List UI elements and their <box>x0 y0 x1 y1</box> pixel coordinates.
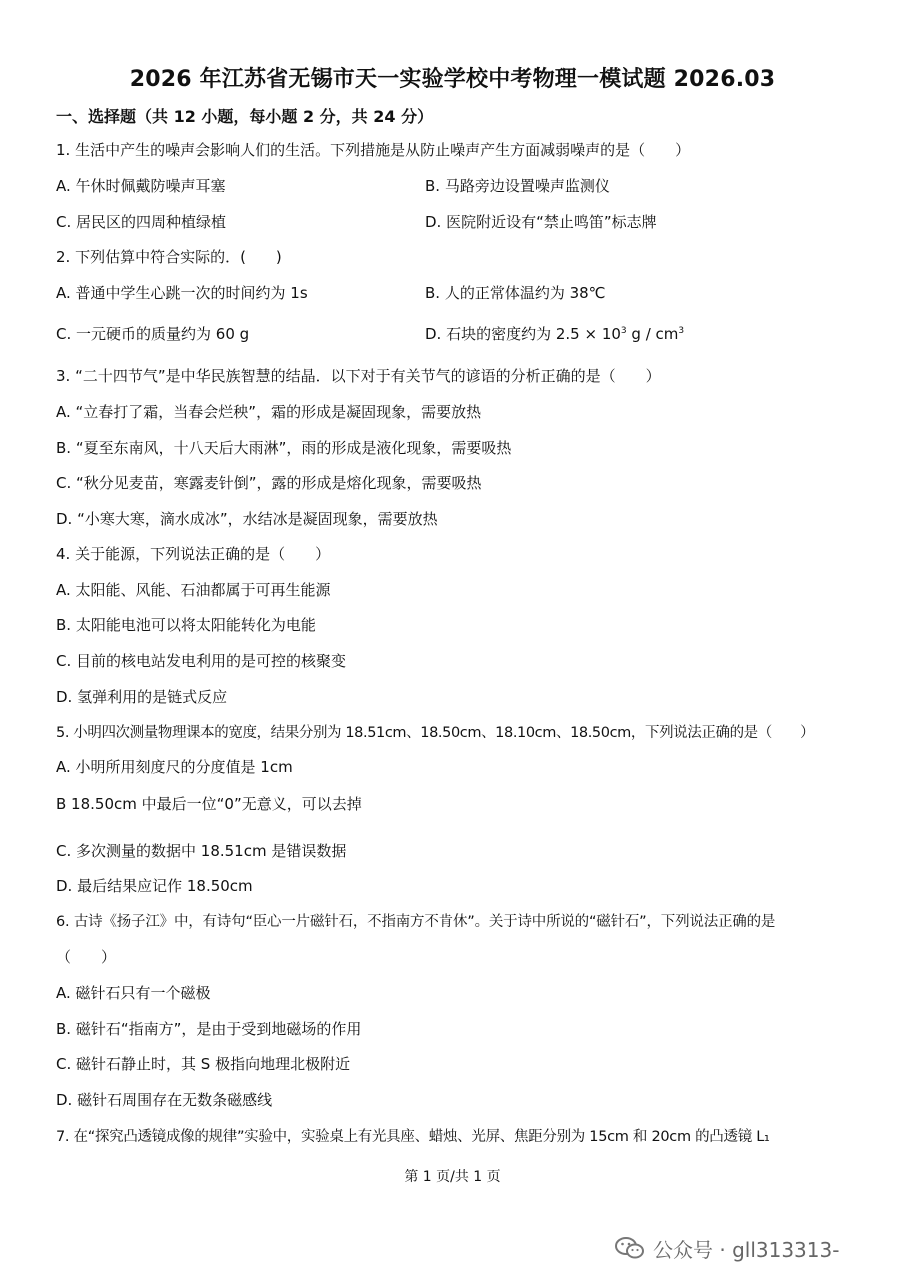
question-3-stem: 3. “二十四节气”是中华民族智慧的结晶．以下对于有关节气的谚语的分析正确的是（ ） <box>56 367 661 385</box>
exponent-unit: 3 <box>678 326 685 336</box>
question-4-option-d: D. 氢弹利用的是链式反应 <box>56 688 228 706</box>
question-5-stem: 5. 小明四次测量物理课本的宽度，结果分别为 18.51cm、18.50cm、18.10cm、18.50cm，下列说法正确的是（ ） <box>56 725 815 741</box>
watermark-text: 公众号 · gll313313- <box>653 1237 840 1262</box>
wechat-icon <box>615 1236 645 1260</box>
question-6-option-d: D. 磁针石周围存在无数条磁感线 <box>56 1091 273 1109</box>
question-6-stem-cont: （ ） <box>56 948 117 966</box>
question-3-option-c: C. “秋分见麦苗，寒露麦针倒”，露的形成是熔化现象，需要吸热 <box>56 474 482 492</box>
question-7-stem: 7. 在“探究凸透镜成像的规律”实验中，实验桌上有光具座、蜡烛、光屏、焦距分别为 15cm 和 20cm 的凸透镜 L₁ <box>56 1129 770 1145</box>
question-6-option-b: B. 磁针石“指南方”，是由于受到地磁场的作用 <box>56 1020 362 1038</box>
question-3-option-b: B. “夏至东南风，十八天后大雨淋”，雨的形成是液化现象，需要吸热 <box>56 439 512 457</box>
question-3-option-d: D. “小寒大寒，滴水成冰”，水结冰是凝固现象，需要放热 <box>56 510 438 528</box>
question-1-option-b: B. 马路旁边设置噪声监测仪 <box>425 177 610 195</box>
option-d-unit: g / cm <box>626 325 679 343</box>
page-title: 2026 年江苏省无锡市天一实验学校中考物理一模试题 2026.03 <box>129 67 776 92</box>
question-6-stem: 6. 古诗《扬子江》中，有诗句“臣心一片磁针石，不指南方不肯休”。关于诗中所说的“磁针石”，下列说法正确的是 <box>56 914 776 930</box>
question-5-option-c: C. 多次测量的数据中 18.51cm 是错误数据 <box>56 842 347 860</box>
question-5-option-b: B 18.50cm 中最后一位“0”无意义，可以去掉 <box>56 795 362 813</box>
question-3-option-a: A. “立春打了霜，当春会烂秧”，霜的形成是凝固现象，需要放热 <box>56 403 482 421</box>
question-5-option-a: A. 小明所用刻度尺的分度值是 1cm <box>56 758 293 776</box>
question-2-option-b: B. 人的正常体温约为 38℃ <box>425 284 606 302</box>
question-4-option-a: A. 太阳能、风能、石油都属于可再生能源 <box>56 581 331 599</box>
question-5-option-d: D. 最后结果应记作 18.50cm <box>56 877 253 895</box>
question-2-stem: 2. 下列估算中符合实际的．( ) <box>56 248 282 266</box>
section-heading: 一、选择题（共 12 小题，每小题 2 分，共 24 分） <box>56 107 434 126</box>
question-2-option-a: A. 普通中学生心跳一次的时间约为 1s <box>56 284 308 302</box>
question-4-option-b: B. 太阳能电池可以将太阳能转化为电能 <box>56 616 316 634</box>
question-6-option-a: A. 磁针石只有一个磁极 <box>56 984 211 1002</box>
watermark <box>615 1232 839 1264</box>
question-6-option-c: C. 磁针石静止时，其 S 极指向地理北极附近 <box>56 1055 351 1073</box>
question-4-option-c: C. 目前的核电站发电利用的是可控的核聚变 <box>56 652 347 670</box>
question-2-option-c: C. 一元硬币的质量约为 60 g <box>56 325 250 343</box>
question-1-stem: 1. 生活中产生的噪声会影响人们的生活。下列措施是从防止噪声产生方面减弱噪声的是（ ） <box>56 141 691 159</box>
question-4-stem: 4. 关于能源，下列说法正确的是（ ） <box>56 545 331 563</box>
question-1-option-d: D. 医院附近设有“禁止鸣笛”标志牌 <box>425 213 657 231</box>
question-1-option-a: A. 午休时佩戴防噪声耳塞 <box>56 177 226 195</box>
option-d-prefix: D. 石块的密度约为 2.5 × 10 <box>425 325 621 343</box>
exponent: 3 <box>620 326 627 336</box>
question-1-option-c: C. 居民区的四周种植绿植 <box>56 213 227 231</box>
question-2-option-d <box>425 323 684 344</box>
page-footer: 第 1 页/共 1 页 <box>404 1169 501 1185</box>
